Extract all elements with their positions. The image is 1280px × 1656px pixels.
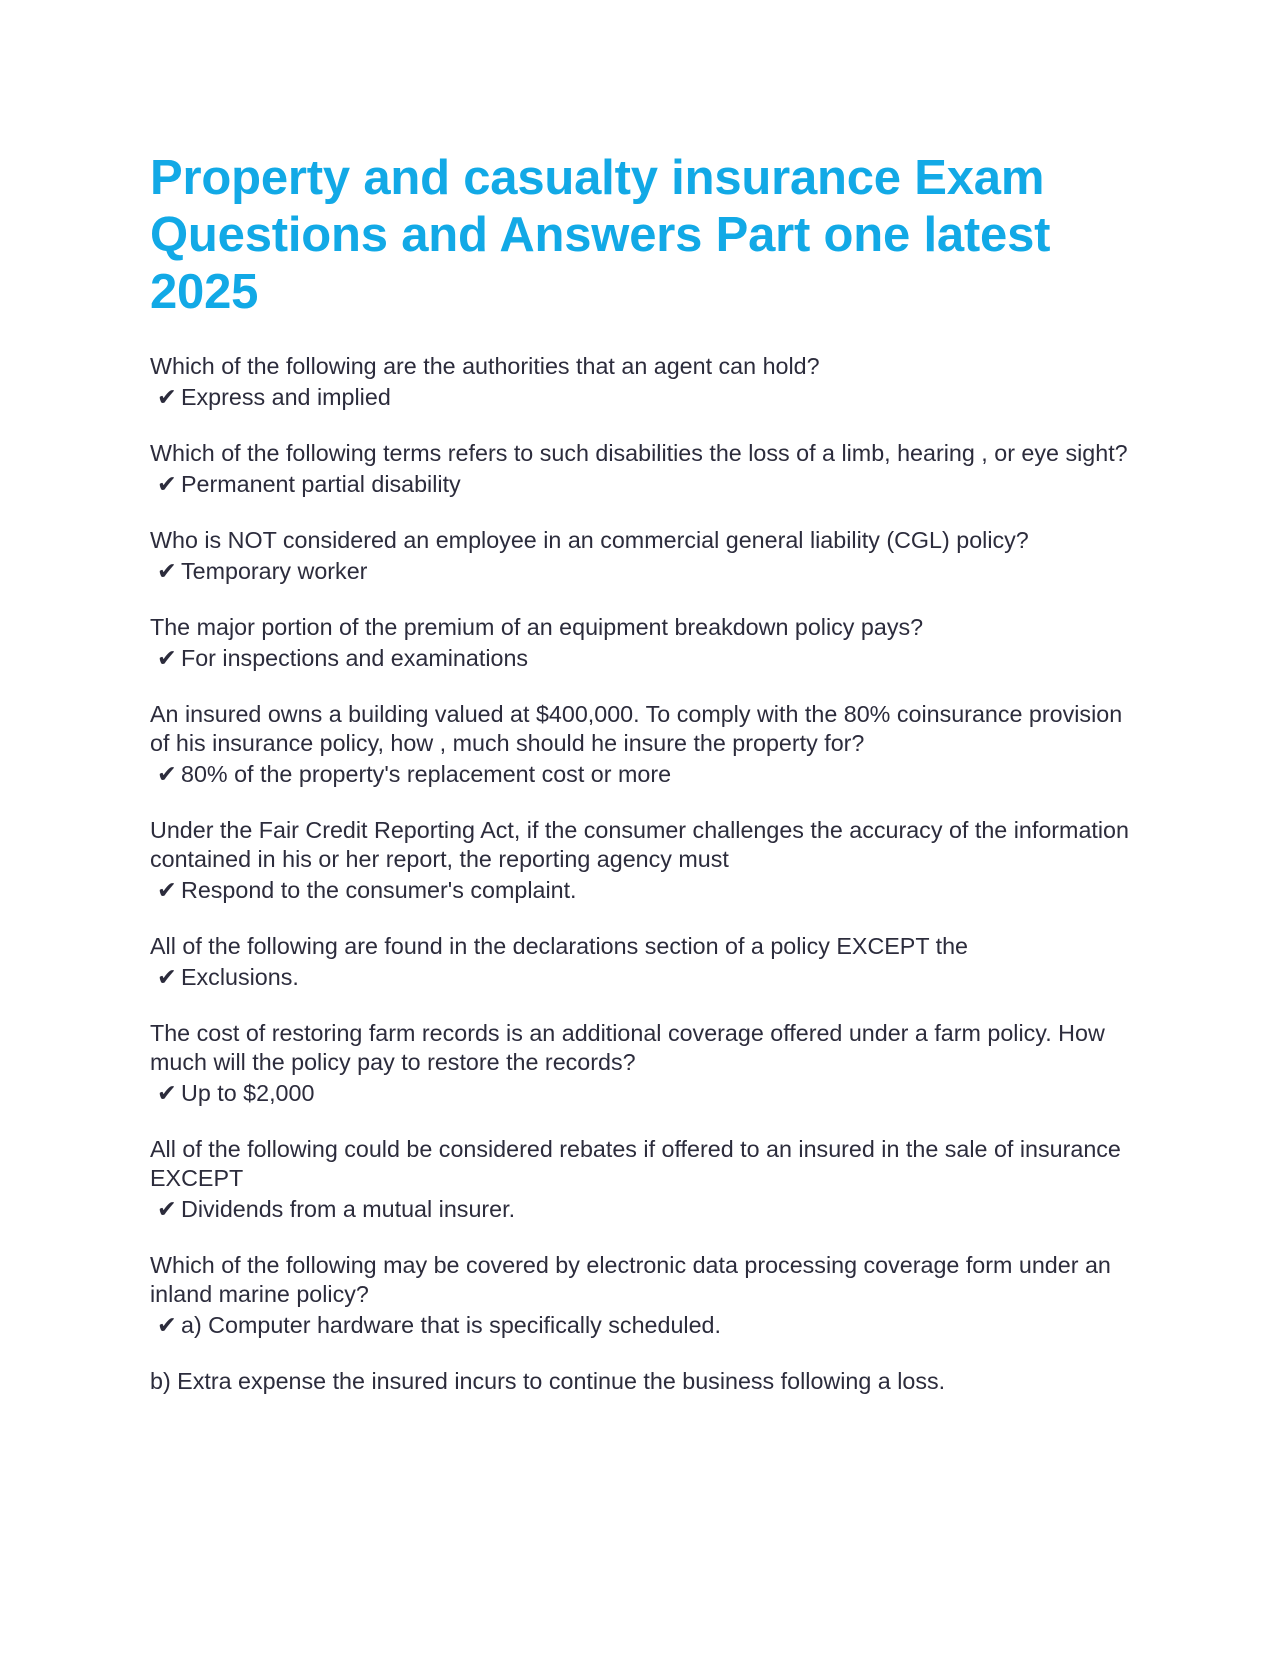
qa-item [150, 816, 1135, 905]
qa-item [150, 439, 1135, 499]
check-icon: ✔ [157, 877, 177, 903]
answer-line [150, 383, 1135, 412]
qa-list [150, 352, 1135, 1396]
answer-text: Dividends from a mutual insurer. [181, 1196, 516, 1222]
check-icon: ✔ [157, 384, 177, 410]
check-icon: ✔ [157, 1080, 177, 1106]
qa-item [150, 932, 1135, 992]
check-icon: ✔ [157, 1196, 177, 1222]
qa-item [150, 1135, 1135, 1224]
question-text: The major portion of the premium of an equipment breakdown policy pays? [150, 614, 924, 640]
answer-text: Permanent partial disability [181, 471, 461, 497]
document-title: Property and casualty insurance Exam Questions and Answers Part one latest 2025 [150, 151, 1051, 319]
question-text: The cost of restoring farm records is an additional coverage offered under a farm policy. How much will the policy pay to restore the records? [150, 1020, 1105, 1075]
check-icon: ✔ [157, 761, 177, 787]
answer-text: 80% of the property's replacement cost or more [181, 761, 672, 787]
answer-text: a) Computer hardware that is specifically scheduled. [181, 1312, 721, 1338]
answer-line [150, 876, 1135, 905]
qa-item [150, 352, 1135, 412]
answer-line [150, 760, 1135, 789]
question-text: Which of the following are the authorities that an agent can hold? [150, 353, 820, 379]
answer-line [150, 644, 1135, 673]
qa-item [150, 1251, 1135, 1340]
answer-text: Respond to the consumer's complaint. [181, 877, 577, 903]
qa-item [150, 1019, 1135, 1108]
qa-item [150, 613, 1135, 673]
answer-continuation: b) Extra expense the insured incurs to continue the business following a loss. [150, 1368, 946, 1394]
check-icon: ✔ [157, 1312, 177, 1338]
check-icon: ✔ [157, 964, 177, 990]
answer-line [150, 470, 1135, 499]
check-icon: ✔ [157, 558, 177, 584]
answer-text: For inspections and examinations [181, 645, 529, 671]
answer-line [150, 963, 1135, 992]
answer-line [150, 1195, 1135, 1224]
answer-text: Temporary worker [181, 558, 368, 584]
answer-text: Express and implied [181, 384, 391, 410]
check-icon: ✔ [157, 471, 177, 497]
answer-line [150, 1311, 1135, 1340]
question-text: An insured owns a building valued at $400,000. To comply with the 80% coinsurance provision of his insurance policy, how , much should he insure the property for? [150, 701, 1123, 756]
answer-text: Up to $2,000 [181, 1080, 315, 1106]
answer-line [150, 1079, 1135, 1108]
question-text: Which of the following terms refers to such disabilities the loss of a limb, hearing , or eye sight? [150, 440, 1128, 466]
qa-item [150, 526, 1135, 586]
question-text: Which of the following may be covered by electronic data processing coverage form under an inland marine policy? [150, 1252, 1111, 1307]
answer-line [150, 557, 1135, 586]
question-text: All of the following are found in the declarations section of a policy EXCEPT the [150, 933, 969, 959]
question-text: All of the following could be considered rebates if offered to an insured in the sale of insurance EXCEPT [150, 1136, 1121, 1191]
qa-item [150, 700, 1135, 789]
check-icon: ✔ [157, 645, 177, 671]
question-text: Who is NOT considered an employee in an commercial general liability (CGL) policy? [150, 527, 1029, 553]
document-page [150, 150, 1135, 1396]
question-text: Under the Fair Credit Reporting Act, if the consumer challenges the accuracy of the information contained in his or her report, the reporting agency must [150, 817, 1129, 872]
answer-text: Exclusions. [181, 964, 299, 990]
